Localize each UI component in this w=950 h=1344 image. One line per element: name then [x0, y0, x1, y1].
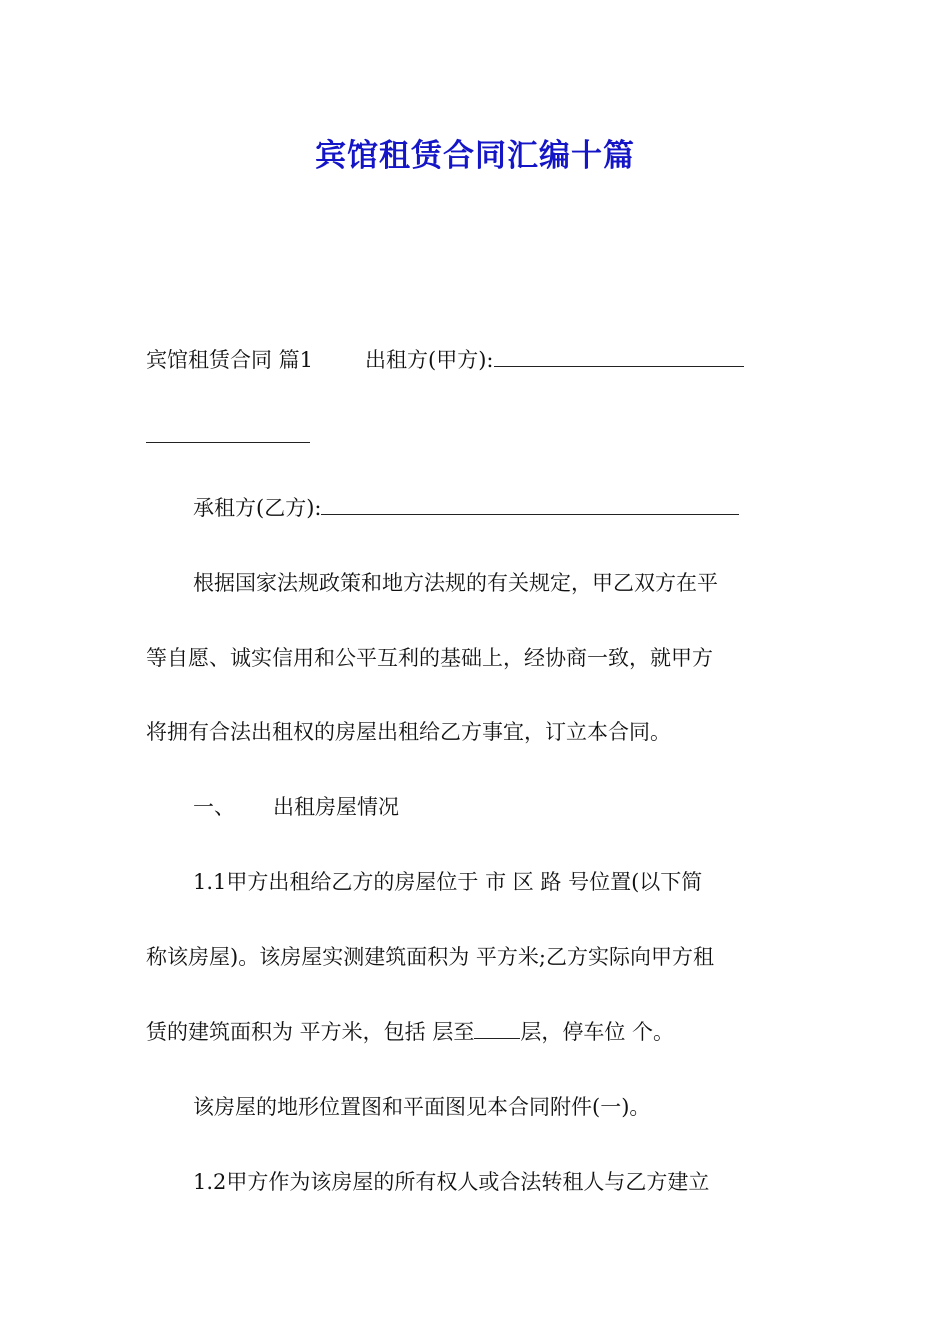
lessor-blank-continued	[146, 442, 310, 443]
lessee-line	[193, 494, 739, 522]
part1-title: 出租房屋情况	[273, 795, 399, 819]
part1-heading	[193, 793, 399, 821]
part1-number: 一、	[193, 795, 235, 819]
contract-heading: 宾馆租赁合同 篇1	[146, 348, 314, 372]
lessor-label: 出租方(甲方):	[365, 348, 494, 372]
attachment-line: 该房屋的地形位置图和平面图见本合同附件(一)。	[193, 1095, 651, 1119]
clause-1-1-line-3-b: 层，停车位 个。	[520, 1020, 675, 1044]
clause-1-1-line-2: 称该房屋)。该房屋实测建筑面积为 平方米;乙方实际向甲方租	[146, 945, 714, 969]
lessor-blank	[494, 348, 744, 367]
lessee-blank	[321, 496, 739, 515]
clause-1-1-line-3-a: 赁的建筑面积为 平方米，包括 层至	[146, 1020, 475, 1044]
contract-heading-line	[146, 346, 744, 374]
intro-line-3: 将拥有合法出租权的房屋出租给乙方事宜，订立本合同。	[146, 720, 671, 744]
clause-1-1-line-1: 1.1甲方出租给乙方的房屋位于 市 区 路 号位置(以下简	[193, 870, 703, 894]
intro-line-1: 根据国家法规政策和地方法规的有关规定，甲乙双方在平	[193, 571, 718, 595]
floor-blank	[474, 1020, 520, 1039]
intro-line-2: 等自愿、诚实信用和公平互利的基础上，经协商一致，就甲方	[146, 646, 713, 670]
clause-1-2-line-1: 1.2甲方作为该房屋的所有权人或合法转租人与乙方建立	[193, 1170, 710, 1194]
document-title: 宾馆租赁合同汇编十篇	[315, 138, 635, 174]
clause-1-1-line-3	[146, 1018, 674, 1046]
lessee-label: 承租方(乙方):	[193, 496, 322, 520]
